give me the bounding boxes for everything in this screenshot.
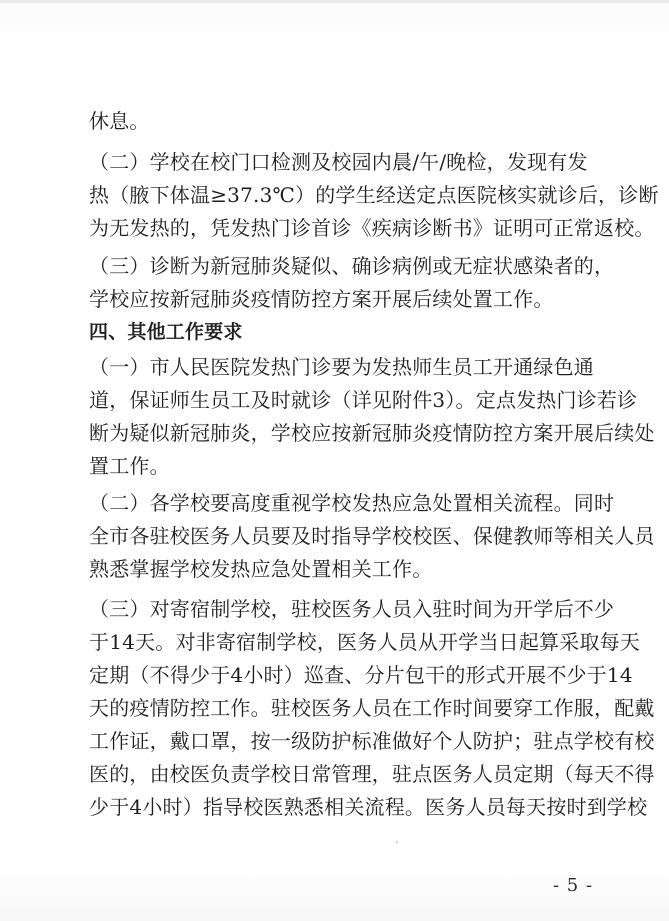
paragraph-line: （一）市人民医院发热门诊要为发热师生员工开通绿色通 (89, 355, 594, 379)
paragraph-line: 道，保证师生员工及时就诊（详见附件3）。定点发热门诊若诊 (89, 388, 638, 412)
paragraph-line: 工作证，戴口罩，按一级防护标准做好个人防护；驻点学校有校 (89, 729, 655, 753)
paragraph-line: 医的，由校医负责学校日常管理，驻点医务人员定期（每天不得 (89, 762, 655, 786)
paragraph-line: 断为疑似新冠肺炎，学校应按新冠肺炎疫情防控方案开展后续处 (89, 421, 655, 445)
paragraph-line: 热（腋下体温≥37.3℃）的学生经送定点医院核实就诊后，诊断 (89, 183, 659, 207)
paragraph-line: 全市各驻校医务人员要及时指导学校校医、保健教师等相关人员 (89, 524, 655, 548)
paragraph-line: 置工作。 (89, 454, 170, 478)
paragraph-line: （二）学校在校门口检测及校园内晨/午/晚检，发现有发 (89, 150, 588, 174)
paragraph-line: 少于4小时）指导校医熟悉相关流程。医务人员每天按时到学校 (89, 795, 648, 819)
paragraph-line: 熟悉掌握学校发热应急处置相关工作。 (89, 557, 433, 581)
paragraph-line: （二）各学校要高度重视学校发热应急处置相关流程。同时 (89, 491, 615, 515)
paragraph-line: 天的疫情防控工作。驻校医务人员在工作时间要穿工作服，配戴 (89, 696, 655, 720)
paragraph-line: 于14天。对非寄宿制学校，医务人员从开学当日起算采取每天 (89, 630, 641, 654)
section-heading: 四、其他工作要求 (89, 321, 243, 343)
scan-speck (396, 841, 398, 843)
paragraph-line: （三）诊断为新冠肺炎疑似、确诊病例或无症状感染者的， (89, 254, 615, 278)
paragraph-line: 定期（不得少于4小时）巡查、分片包干的形式开展不少于14 (89, 663, 633, 687)
paragraph-line: 为无发热的，凭发热门诊首诊《疾病诊断书》证明可正常返校。 (89, 216, 655, 240)
paragraph-line: 学校应按新冠肺炎疫情防控方案开展后续处置工作。 (89, 287, 554, 311)
paragraph-line: （三）对寄宿制学校，驻校医务人员入驻时间为开学后不少 (89, 597, 615, 621)
paragraph-line: 休息。 (89, 109, 150, 133)
page-number: - 5 - (552, 875, 594, 896)
